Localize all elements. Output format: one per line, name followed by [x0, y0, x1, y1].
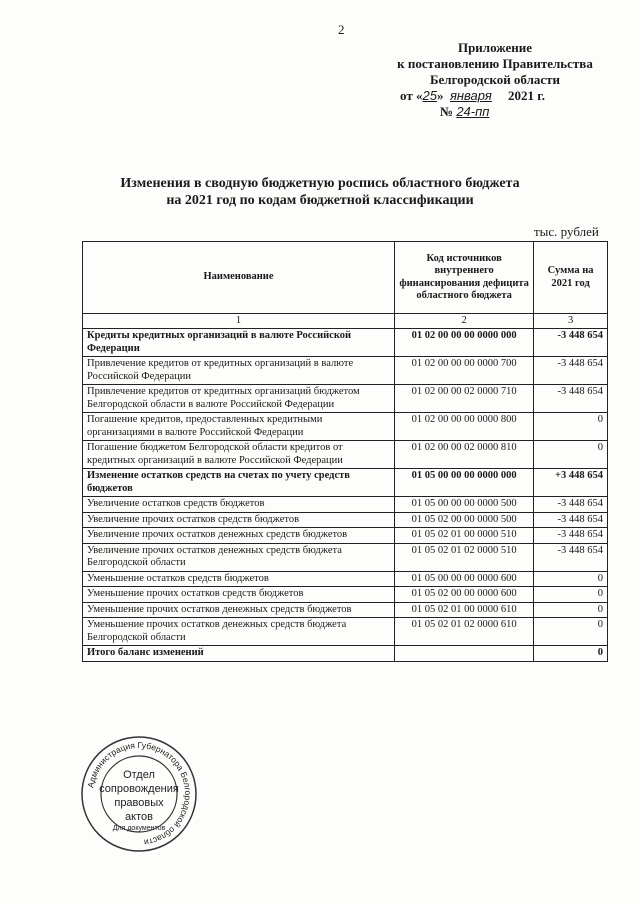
row-code: 01 05 02 00 00 0000 500 [395, 512, 534, 528]
row-code: 01 05 00 00 00 0000 000 [395, 469, 534, 497]
row-name: Увеличение прочих остатков денежных средств бюджета Белгородской области [83, 543, 395, 571]
table-row [83, 413, 608, 441]
stamp-bottom: Для документов [112, 825, 166, 832]
title-line-1: Изменения в сводную бюджетную роспись областного бюджета [120, 176, 520, 191]
row-sum: -3 448 654 [534, 512, 608, 528]
header-sum: Сумма на 2021 год [534, 242, 608, 314]
date-mid: » [436, 88, 444, 103]
row-name: Уменьшение остатков средств бюджетов [83, 571, 395, 587]
approval-line-2: к постановлению Правительства [397, 56, 593, 71]
row-code: 01 05 02 01 00 0000 510 [395, 528, 534, 544]
approval-line-1: Приложение [457, 40, 533, 55]
header-name: Наименование [83, 242, 395, 314]
table-row [83, 512, 608, 528]
table-row [83, 618, 608, 646]
row-code: 01 02 00 00 02 0000 810 [395, 441, 534, 469]
stamp-line-4: актов [125, 811, 153, 823]
number-prefix: № [440, 104, 454, 119]
row-code: 01 05 02 00 00 0000 600 [395, 587, 534, 603]
row-sum: 0 [534, 571, 608, 587]
row-name: Уменьшение прочих остатков денежных средств бюджета Белгородской области [83, 618, 395, 646]
row-name: Кредиты кредитных организаций в валюте Российской Федерации [83, 329, 395, 357]
row-sum: -3 448 654 [534, 329, 608, 357]
stamp-line-3: правовых [114, 797, 164, 809]
approval-block [380, 40, 610, 120]
table-row [83, 543, 608, 571]
row-sum: 0 [534, 587, 608, 603]
table-row [83, 571, 608, 587]
table-row [83, 497, 608, 513]
table-row [83, 385, 608, 413]
table-row [83, 602, 608, 618]
row-name: Уменьшение прочих остатков средств бюджетов [83, 587, 395, 603]
date-day: 25 [422, 88, 437, 103]
row-name: Увеличение прочих остатков средств бюджетов [83, 512, 395, 528]
col-number-3: 3 [534, 314, 608, 329]
stamp-ring-text: Администрация Губернатора Белгородской области [85, 739, 194, 848]
row-code: 01 05 02 01 02 0000 610 [395, 618, 534, 646]
row-sum: -3 448 654 [534, 385, 608, 413]
units-label: тыс. рублей [534, 224, 599, 239]
row-sum: -3 448 654 [534, 497, 608, 513]
row-code: 01 05 00 00 00 0000 500 [395, 497, 534, 513]
col-number-1: 1 [83, 314, 395, 329]
row-name: Погашение бюджетом Белгородской области кредитов от кредитных организаций в валюте Российской Федерации [83, 441, 395, 469]
table-row [83, 357, 608, 385]
table-row [83, 587, 608, 603]
stamp-line-2: сопровождения [99, 783, 179, 795]
row-code: 01 02 00 00 02 0000 710 [395, 385, 534, 413]
row-sum: 0 [534, 618, 608, 646]
table-row [83, 441, 608, 469]
header-code: Код источников внутреннего финансирования дефицита областного бюджета [395, 242, 534, 314]
budget-table [82, 241, 608, 662]
table-row-total [83, 646, 608, 662]
row-sum: 0 [534, 602, 608, 618]
total-name: Итого баланс изменений [83, 646, 395, 662]
row-sum: -3 448 654 [534, 357, 608, 385]
row-name: Увеличение остатков средств бюджетов [83, 497, 395, 513]
row-sum: 0 [534, 441, 608, 469]
row-name: Уменьшение прочих остатков денежных средств бюджетов [83, 602, 395, 618]
row-code: 01 02 00 00 00 0000 800 [395, 413, 534, 441]
row-code: 01 05 02 01 00 0000 610 [395, 602, 534, 618]
stamp-line-1: Отдел [123, 769, 155, 781]
approval-date [380, 88, 610, 104]
row-code: 01 05 00 00 00 0000 600 [395, 571, 534, 587]
approval-number [380, 104, 610, 120]
table-row [83, 329, 608, 357]
row-sum: 0 [534, 413, 608, 441]
date-year: 2021 г. [508, 88, 545, 103]
col-number-2: 2 [395, 314, 534, 329]
number-value: 24-пп [456, 104, 490, 119]
table-row [83, 528, 608, 544]
stamp-inner-text [80, 768, 198, 833]
title-line-2: на 2021 год по кодам бюджетной классификации [166, 193, 474, 208]
approval-line-3: Белгородской области [429, 72, 561, 87]
total-code [395, 646, 534, 662]
row-name: Увеличение прочих остатков денежных средств бюджетов [83, 528, 395, 544]
date-prefix: от « [400, 88, 423, 103]
row-code: 01 05 02 01 02 0000 510 [395, 543, 534, 571]
document-title [80, 175, 560, 209]
row-sum: -3 448 654 [534, 543, 608, 571]
total-sum: 0 [534, 646, 608, 662]
page-number: 2 [338, 22, 345, 37]
table-row [83, 469, 608, 497]
row-name: Погашение кредитов, предоставленных кредитными организациями в валюте Российской Федерации [83, 413, 395, 441]
date-month: января [449, 88, 492, 103]
row-code: 01 02 00 00 00 0000 700 [395, 357, 534, 385]
row-name: Изменение остатков средств на счетах по учету средств бюджетов [83, 469, 395, 497]
row-sum: -3 448 654 [534, 528, 608, 544]
row-code: 01 02 00 00 00 0000 000 [395, 329, 534, 357]
row-name: Привлечение кредитов от кредитных организаций бюджетом Белгородской области в валюте Российской Федерации [83, 385, 395, 413]
row-sum: +3 448 654 [534, 469, 608, 497]
official-stamp [80, 735, 198, 853]
row-name: Привлечение кредитов от кредитных организаций в валюте Российской Федерации [83, 357, 395, 385]
